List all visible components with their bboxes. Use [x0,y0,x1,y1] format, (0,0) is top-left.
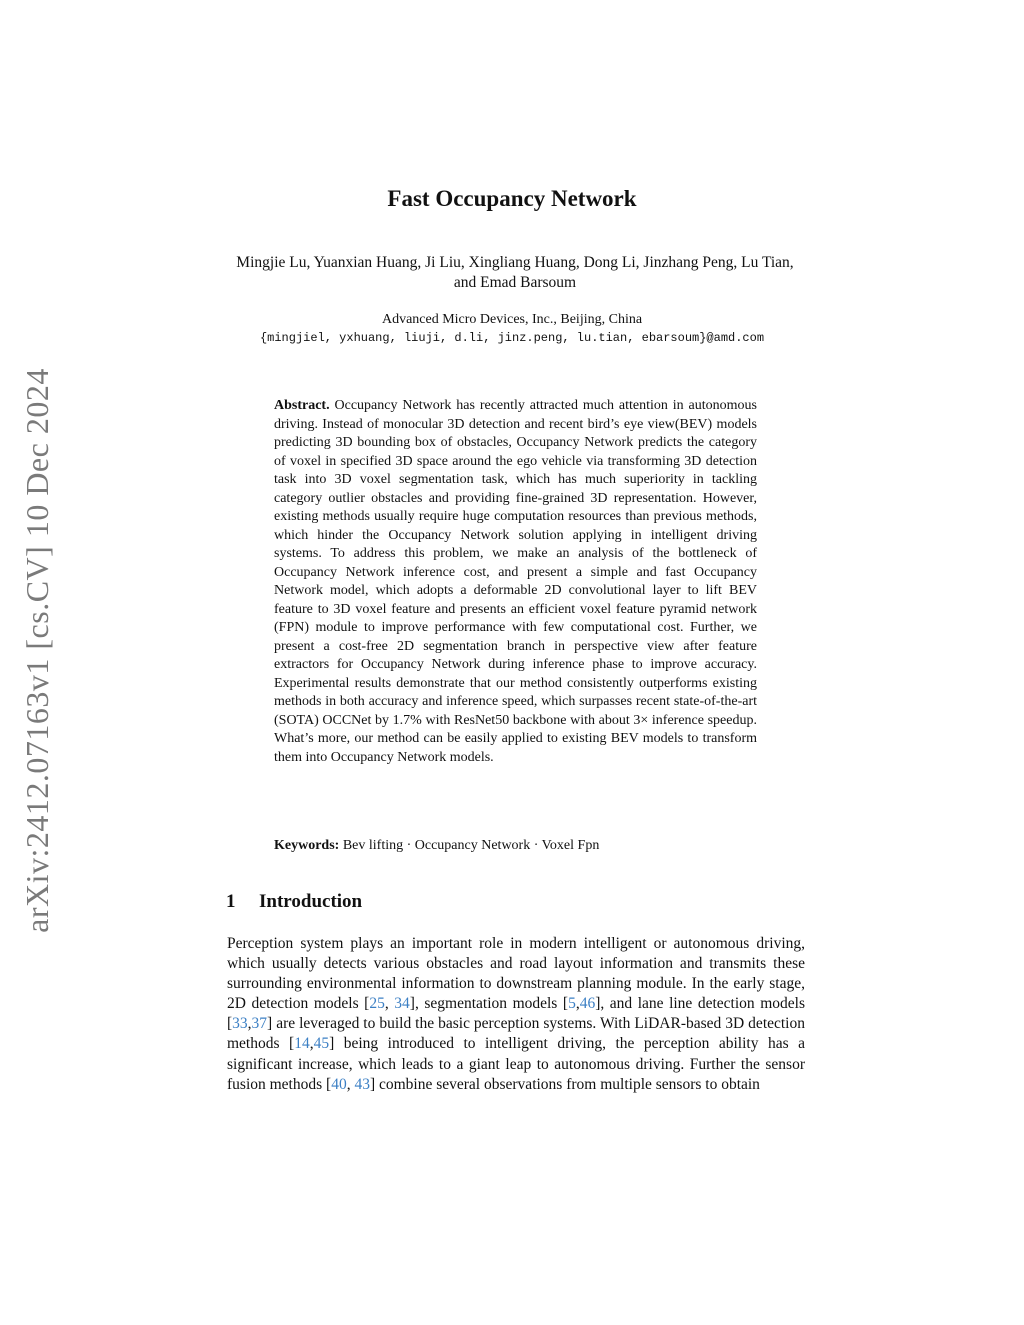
section-heading-introduction [226,890,362,914]
arxiv-sidebar-stamp [12,350,62,950]
author-emails: {mingjiel, yxhuang, liuji, d.li, jinz.peng, lu.tian, ebarsoum}@amd.com [259,331,765,345]
citation-link[interactable]: 34 [394,995,410,1013]
intro-text: , [247,1015,252,1033]
intro-text: , [309,1035,314,1053]
introduction-paragraph [227,934,805,1095]
intro-text: ] being introduced to intelligent driving, the perception ability has a significant increase, which leads to a giant leap to autonomous driving. Further the sensor fusion methods [ [227,1035,805,1093]
abstract [274,397,757,767]
keywords-label: Keywords: [274,838,340,853]
section-title: Introduction [259,891,363,912]
section-number: 1 [226,891,236,912]
citation-link[interactable]: 43 [354,1075,370,1093]
citation-link[interactable]: 46 [579,995,596,1013]
intro-text: ] combine several observations from multiple sensors to obtain [369,1075,760,1093]
abstract-label: Abstract. [274,398,330,413]
intro-text: , [575,995,580,1013]
citation-link[interactable]: 40 [331,1075,347,1093]
paper-title: Fast Occupancy Network [387,186,637,211]
citation-link[interactable]: 5 [568,995,576,1013]
intro-text: Perception system plays an important role in modern intelligent or autonomous driving, which usually detects various obstacles and road layout information and transmits these surrounding environmental information to downstream planning module. In the early stage, 2D detection models [ [227,935,805,1013]
citation-link[interactable]: 14 [294,1035,310,1053]
citation-link[interactable]: 45 [313,1035,330,1053]
affiliation: Advanced Micro Devices, Inc., Beijing, China [381,312,643,327]
arxiv-identifier: arXiv:2412.07163v1 [cs.CV] 10 Dec 2024 [18,367,55,933]
author-list: Mingjie Lu, Yuanxian Huang, Ji Liu, Xingliang Huang, Dong Li, Jinzhang Peng, Lu Tian, and Emad Barsoum [236,254,794,291]
keywords-text: Bev lifting · Occupancy Network · Voxel Fpn [342,838,600,853]
intro-text: ], segmentation models [ [409,995,569,1013]
citation-link[interactable]: 25 [369,995,385,1013]
intro-text: , [384,995,395,1013]
intro-text: ] are leveraged to build the basic perception systems. With LiDAR-based 3D detection methods [ [227,1015,805,1053]
keywords [274,836,757,855]
abstract-text: Occupancy Network has recently attracted much attention in autonomous driving. Instead of monocular 3D detection and recent bird’s eye view(BEV) models predicting 3D bounding box of obstacles, Occupancy Network predicts the category of voxel in specified 3D space around the ego vehicle via transforming 3D detection task into 3D voxel segmentation task, which has much superiority in tackling category outlier obstacles and providing fine-grained 3D representation. However, existing methods usually require huge computation resources than previous methods, which hinder the Occupancy Network solution applying in intelligent driving systems. To address this problem, we make an analysis of the bottleneck of Occupancy Network inference cost, and present a simple and fast Occupancy Network model, which adopts a deformable 2D convolutional layer to lift BEV feature to 3D voxel feature and presents an efficient voxel feature pyramid network (FPN) module to improve performance with few computational cost. Further, we present a cost-free 2D segmentation branch in perspective view after feature extractors for Occupancy Network during inference phase to improve accuracy. Experimental results demonstrate that our method consistently outperforms existing methods in both accuracy and inference speed, which surpasses recent state-of-the-art (SOTA) OCCNet by 1.7% with ResNet50 backbone with about 3× inference speedup. What’s more, our method can be easily applied to existing BEV models to transform them into Occupancy Network models. [274,398,758,765]
citation-link[interactable]: 37 [251,1015,268,1033]
intro-text: , [346,1075,355,1093]
intro-text: ], and lane line detection models [ [227,995,805,1033]
citation-link[interactable]: 33 [232,1015,248,1033]
